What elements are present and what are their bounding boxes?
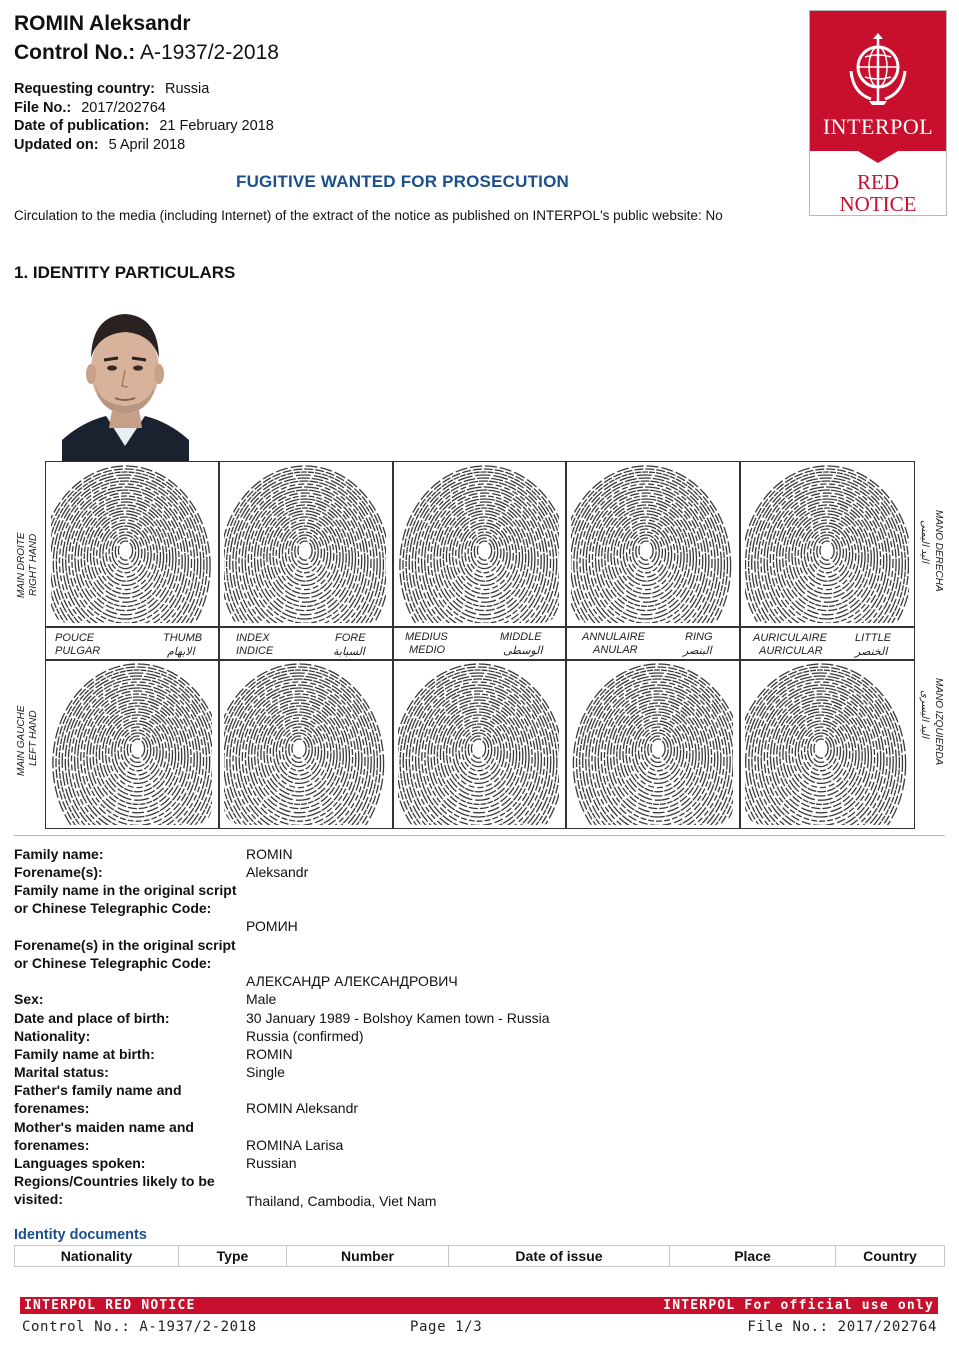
meta-value: 5 April 2018 <box>108 136 186 153</box>
finger-label-fr: MEDIUS <box>405 631 448 643</box>
finger-label-en: THUMB <box>163 632 203 644</box>
footer-control-number: Control No.: A-1937/2-2018 <box>22 1319 257 1335</box>
meta-value: Russia <box>164 81 210 97</box>
footer-page-number: Page 1/3 <box>410 1319 483 1335</box>
particular-value: Single <box>246 1064 285 1080</box>
particular-label: Family name in the original script or Chinese Telegraphic Code: <box>14 882 237 916</box>
meta-row-updated-on <box>14 136 274 155</box>
particular-value: ROMIN <box>246 846 293 862</box>
side-label-right-hand-es: MANO DERECHA <box>933 510 944 592</box>
finger-label-ar: الابهام <box>167 646 195 658</box>
finger-label-es: PULGAR <box>55 645 101 657</box>
person-name: ROMIN Aleksandr <box>14 12 191 35</box>
section-identity-particulars: 1. IDENTITY PARTICULARS <box>14 263 236 282</box>
particular-value: ROMINA Larisa <box>246 1137 344 1153</box>
particular-label: Regions/Countries likely to be visited: <box>14 1173 215 1207</box>
meta-row-file-no <box>14 99 274 118</box>
control-label: Control No.: <box>14 41 136 64</box>
finger-label-en: MIDDLE <box>500 631 542 643</box>
circulation-note: Circulation to the media (including Internet) of the extract of the notice as published on INTERPOL's public website: No <box>14 208 723 223</box>
particular-value: АЛЕКСАНДР АЛЕКСАНДРОВИЧ <box>246 973 458 989</box>
cell-divider <box>392 461 394 829</box>
finger-label-en: FORE <box>335 632 366 644</box>
particular-label: Sex: <box>14 991 44 1007</box>
footer-bar-left: INTERPOL RED NOTICE <box>24 1298 196 1313</box>
particular-value: РОМИН <box>246 918 298 934</box>
footer-bar-right: INTERPOL For official use only <box>663 1298 934 1313</box>
side-label-right-hand-en: RIGHT HAND <box>28 533 39 596</box>
suspect-photo <box>62 300 189 462</box>
cell-divider <box>218 461 220 829</box>
cell-divider <box>565 461 567 829</box>
meta-label: File No.: <box>14 99 72 116</box>
side-label-right-hand-fr: MAIN DROITE <box>16 532 27 598</box>
finger-label-ar: الوسطى <box>503 645 543 657</box>
notice-meta <box>14 80 274 154</box>
column-header: Nationality <box>15 1246 179 1266</box>
notice-type-heading: FUGITIVE WANTED FOR PROSECUTION <box>236 172 569 191</box>
particular-label: Father's family name and forenames: <box>14 1082 182 1116</box>
row-divider <box>45 659 915 661</box>
particular-label: Languages spoken: <box>14 1155 146 1171</box>
particular-label: Family name: <box>14 846 104 862</box>
finger-label-ar: البنصر <box>683 645 712 657</box>
finger-label-en: RING <box>685 631 713 643</box>
separator <box>14 835 945 836</box>
interpol-emblem-icon <box>847 31 909 107</box>
finger-label-fr: ANNULAIRE <box>582 631 645 643</box>
particular-label: Date and place of birth: <box>14 1010 170 1026</box>
particular-value: Russia (confirmed) <box>246 1028 364 1044</box>
particular-value: Male <box>246 991 277 1007</box>
particular-value: 30 January 1989 - Bolshoy Kamen town - Russia <box>246 1010 550 1026</box>
side-label-left-hand-ar: اليد اليسرى <box>919 690 930 738</box>
finger-label-es: AURICULAR <box>759 645 823 657</box>
particular-label: Family name at birth: <box>14 1046 155 1062</box>
finger-label-ar: السبابة <box>333 646 365 658</box>
fingerprint-card <box>45 461 915 829</box>
column-header: Country <box>863 1248 917 1264</box>
meta-label: Date of publication: <box>14 118 150 134</box>
finger-label-es: ANULAR <box>593 644 638 656</box>
particular-value: Thailand, Cambodia, Viet Nam <box>246 1193 437 1209</box>
logo-brand: INTERPOL <box>822 114 934 139</box>
column-header: Type <box>179 1246 287 1266</box>
logo-line2: NOTICE <box>839 192 917 216</box>
logo-red-notice <box>810 171 946 215</box>
particular-label: Forename(s): <box>14 864 103 880</box>
side-label-left-hand-en: LEFT HAND <box>28 710 39 766</box>
finger-label-fr: AURICULAIRE <box>753 632 827 644</box>
particular-label: Nationality: <box>14 1028 91 1044</box>
footer-bar <box>20 1297 938 1314</box>
logo-wedge <box>858 151 898 163</box>
finger-label-es: INDICE <box>236 645 274 657</box>
meta-label: Updated on: <box>14 136 99 153</box>
particular-value: Russian <box>246 1155 297 1171</box>
footer-file-number: File No.: 2017/202764 <box>747 1319 937 1335</box>
identity-documents-heading: Identity documents <box>14 1227 147 1243</box>
finger-label-fr: INDEX <box>236 632 270 644</box>
side-label-left-hand-es: MANO IZQUIERDA <box>933 678 944 766</box>
meta-value: 2017/202764 <box>81 99 166 116</box>
side-label-left-hand-fr: MAIN GAUCHE <box>16 705 27 776</box>
particular-label: Forename(s) in the original script or Chinese Telegraphic Code: <box>14 937 236 971</box>
column-header: Place <box>670 1246 836 1266</box>
meta-value: 21 February 2018 <box>159 118 274 134</box>
meta-label: Requesting country: <box>14 81 155 97</box>
particular-value: ROMIN Aleksandr <box>246 1100 359 1116</box>
particular-label: Marital status: <box>14 1064 109 1080</box>
meta-row-requesting-country <box>14 80 274 99</box>
finger-label-en: LITTLE <box>855 632 892 644</box>
cell-divider <box>739 461 741 829</box>
identity-documents-table-header <box>14 1245 945 1267</box>
column-header: Number <box>287 1246 449 1266</box>
logo-line1: RED <box>857 170 899 194</box>
particular-value: Aleksandr <box>246 864 309 880</box>
interpol-red-notice-logo <box>809 10 947 216</box>
particular-label: Mother's maiden name and forenames: <box>14 1119 194 1153</box>
finger-label-ar: الخنصر <box>855 646 888 658</box>
meta-row-publication-date <box>14 117 274 136</box>
control-number <box>14 41 279 65</box>
column-header: Date of issue <box>449 1246 670 1266</box>
finger-label-fr: POUCE <box>55 632 95 644</box>
finger-label-es: MEDIO <box>409 644 446 656</box>
side-label-right-hand-ar: اليد اليمنى <box>919 520 930 563</box>
particular-value: ROMIN <box>246 1046 293 1062</box>
control-value: A-1937/2-2018 <box>140 41 279 64</box>
row-divider <box>45 626 915 628</box>
